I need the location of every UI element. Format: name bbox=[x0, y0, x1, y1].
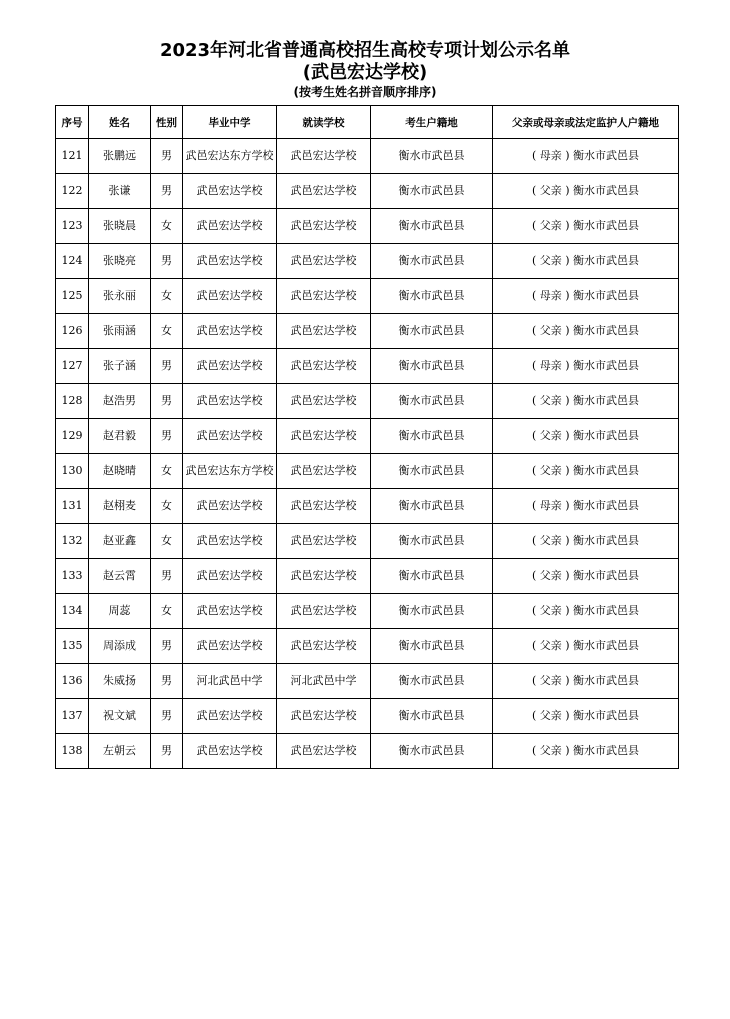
document-title: 2023年河北省普通高校招生高校专项计划公示名单 bbox=[159, 40, 571, 61]
cell-hukou: 衡水市武邑县 bbox=[371, 349, 493, 384]
cell-name: 张子涵 bbox=[89, 349, 151, 384]
cell-hukou: 衡水市武邑县 bbox=[371, 734, 493, 769]
cell-grad-school: 武邑宏达东方学校 bbox=[183, 139, 277, 174]
cell-grad-school: 武邑宏达学校 bbox=[183, 384, 277, 419]
cell-hukou: 衡水市武邑县 bbox=[371, 664, 493, 699]
cell-hukou: 衡水市武邑县 bbox=[371, 384, 493, 419]
header-row bbox=[56, 106, 679, 139]
cell-name: 张鹏远 bbox=[89, 139, 151, 174]
cell-hukou: 衡水市武邑县 bbox=[371, 559, 493, 594]
header-seq: 序号 bbox=[56, 106, 89, 139]
cell-guardian-hukou: ( 父亲 ) 衡水市武邑县 bbox=[493, 454, 679, 489]
cell-gender: 男 bbox=[151, 629, 183, 664]
cell-grad-school: 武邑宏达学校 bbox=[183, 349, 277, 384]
cell-name: 周添成 bbox=[89, 629, 151, 664]
cell-hukou: 衡水市武邑县 bbox=[371, 594, 493, 629]
cell-seq: 129 bbox=[56, 419, 89, 454]
cell-gender: 男 bbox=[151, 139, 183, 174]
cell-grad-school: 武邑宏达学校 bbox=[183, 314, 277, 349]
cell-gender: 男 bbox=[151, 699, 183, 734]
cell-guardian-hukou: ( 父亲 ) 衡水市武邑县 bbox=[493, 664, 679, 699]
cell-gender: 女 bbox=[151, 209, 183, 244]
cell-grad-school: 武邑宏达学校 bbox=[183, 419, 277, 454]
cell-seq: 127 bbox=[56, 349, 89, 384]
cell-gender: 男 bbox=[151, 244, 183, 279]
table-row bbox=[56, 384, 679, 419]
cell-gender: 男 bbox=[151, 419, 183, 454]
cell-name: 朱威扬 bbox=[89, 664, 151, 699]
table-row bbox=[56, 454, 679, 489]
cell-grad-school: 河北武邑中学 bbox=[183, 664, 277, 699]
cell-guardian-hukou: ( 母亲 ) 衡水市武邑县 bbox=[493, 279, 679, 314]
cell-guardian-hukou: ( 父亲 ) 衡水市武邑县 bbox=[493, 559, 679, 594]
cell-grad-school: 武邑宏达学校 bbox=[183, 174, 277, 209]
document-subtitle: (武邑宏达学校) bbox=[302, 62, 428, 83]
cell-guardian-hukou: ( 父亲 ) 衡水市武邑县 bbox=[493, 244, 679, 279]
table-row bbox=[56, 699, 679, 734]
cell-current-school: 武邑宏达学校 bbox=[277, 174, 371, 209]
cell-current-school: 武邑宏达学校 bbox=[277, 734, 371, 769]
cell-current-school: 武邑宏达学校 bbox=[277, 419, 371, 454]
cell-gender: 男 bbox=[151, 384, 183, 419]
cell-current-school: 武邑宏达学校 bbox=[277, 629, 371, 664]
table-row bbox=[56, 244, 679, 279]
cell-current-school: 武邑宏达学校 bbox=[277, 699, 371, 734]
cell-hukou: 衡水市武邑县 bbox=[371, 174, 493, 209]
cell-current-school: 武邑宏达学校 bbox=[277, 139, 371, 174]
table-row bbox=[56, 734, 679, 769]
cell-guardian-hukou: ( 母亲 ) 衡水市武邑县 bbox=[493, 489, 679, 524]
cell-current-school: 武邑宏达学校 bbox=[277, 489, 371, 524]
table-row bbox=[56, 174, 679, 209]
cell-seq: 125 bbox=[56, 279, 89, 314]
cell-seq: 124 bbox=[56, 244, 89, 279]
cell-grad-school: 武邑宏达学校 bbox=[183, 594, 277, 629]
cell-gender: 男 bbox=[151, 559, 183, 594]
table-row bbox=[56, 314, 679, 349]
cell-seq: 134 bbox=[56, 594, 89, 629]
cell-hukou: 衡水市武邑县 bbox=[371, 419, 493, 454]
cell-name: 周蕊 bbox=[89, 594, 151, 629]
cell-seq: 136 bbox=[56, 664, 89, 699]
cell-name: 赵君毅 bbox=[89, 419, 151, 454]
cell-gender: 男 bbox=[151, 349, 183, 384]
cell-gender: 女 bbox=[151, 489, 183, 524]
cell-grad-school: 武邑宏达学校 bbox=[183, 734, 277, 769]
cell-name: 赵栩麦 bbox=[89, 489, 151, 524]
table-row bbox=[56, 559, 679, 594]
cell-name: 赵晓晴 bbox=[89, 454, 151, 489]
table-row bbox=[56, 349, 679, 384]
cell-current-school: 武邑宏达学校 bbox=[277, 209, 371, 244]
table-row bbox=[56, 489, 679, 524]
cell-current-school: 武邑宏达学校 bbox=[277, 594, 371, 629]
cell-grad-school: 武邑宏达学校 bbox=[183, 699, 277, 734]
roster-body bbox=[56, 139, 679, 769]
header-guardian-hukou: 父亲或母亲或法定监护人户籍地 bbox=[493, 106, 679, 139]
header-hukou: 考生户籍地 bbox=[371, 106, 493, 139]
cell-gender: 男 bbox=[151, 174, 183, 209]
cell-name: 张永丽 bbox=[89, 279, 151, 314]
cell-seq: 133 bbox=[56, 559, 89, 594]
cell-guardian-hukou: ( 母亲 ) 衡水市武邑县 bbox=[493, 139, 679, 174]
cell-grad-school: 武邑宏达学校 bbox=[183, 209, 277, 244]
cell-name: 祝文斌 bbox=[89, 699, 151, 734]
header-grad-school: 毕业中学 bbox=[183, 106, 277, 139]
cell-name: 赵浩男 bbox=[89, 384, 151, 419]
cell-guardian-hukou: ( 父亲 ) 衡水市武邑县 bbox=[493, 384, 679, 419]
cell-grad-school: 武邑宏达学校 bbox=[183, 524, 277, 559]
cell-name: 赵亚鑫 bbox=[89, 524, 151, 559]
cell-seq: 130 bbox=[56, 454, 89, 489]
table-row bbox=[56, 139, 679, 174]
cell-name: 张雨涵 bbox=[89, 314, 151, 349]
cell-name: 左朝云 bbox=[89, 734, 151, 769]
cell-guardian-hukou: ( 父亲 ) 衡水市武邑县 bbox=[493, 419, 679, 454]
cell-gender: 女 bbox=[151, 314, 183, 349]
cell-hukou: 衡水市武邑县 bbox=[371, 314, 493, 349]
roster-table bbox=[55, 105, 679, 769]
cell-current-school: 河北武邑中学 bbox=[277, 664, 371, 699]
cell-gender: 女 bbox=[151, 524, 183, 559]
cell-gender: 女 bbox=[151, 279, 183, 314]
cell-grad-school: 武邑宏达学校 bbox=[183, 489, 277, 524]
cell-seq: 135 bbox=[56, 629, 89, 664]
cell-hukou: 衡水市武邑县 bbox=[371, 209, 493, 244]
cell-hukou: 衡水市武邑县 bbox=[371, 699, 493, 734]
cell-seq: 132 bbox=[56, 524, 89, 559]
cell-guardian-hukou: ( 父亲 ) 衡水市武邑县 bbox=[493, 314, 679, 349]
cell-current-school: 武邑宏达学校 bbox=[277, 314, 371, 349]
cell-grad-school: 武邑宏达学校 bbox=[183, 279, 277, 314]
cell-hukou: 衡水市武邑县 bbox=[371, 244, 493, 279]
cell-current-school: 武邑宏达学校 bbox=[277, 524, 371, 559]
cell-gender: 男 bbox=[151, 664, 183, 699]
cell-seq: 138 bbox=[56, 734, 89, 769]
cell-grad-school: 武邑宏达学校 bbox=[183, 629, 277, 664]
cell-seq: 121 bbox=[56, 139, 89, 174]
table-row bbox=[56, 419, 679, 454]
cell-current-school: 武邑宏达学校 bbox=[277, 279, 371, 314]
cell-name: 张谦 bbox=[89, 174, 151, 209]
cell-grad-school: 武邑宏达学校 bbox=[183, 244, 277, 279]
cell-grad-school: 武邑宏达东方学校 bbox=[183, 454, 277, 489]
sort-note: (按考生姓名拼音顺序排序) bbox=[293, 85, 437, 99]
cell-hukou: 衡水市武邑县 bbox=[371, 454, 493, 489]
cell-seq: 123 bbox=[56, 209, 89, 244]
cell-hukou: 衡水市武邑县 bbox=[371, 139, 493, 174]
table-row bbox=[56, 629, 679, 664]
cell-current-school: 武邑宏达学校 bbox=[277, 559, 371, 594]
table-row bbox=[56, 524, 679, 559]
cell-name: 张晓亮 bbox=[89, 244, 151, 279]
table-row bbox=[56, 664, 679, 699]
cell-current-school: 武邑宏达学校 bbox=[277, 384, 371, 419]
cell-guardian-hukou: ( 父亲 ) 衡水市武邑县 bbox=[493, 594, 679, 629]
cell-hukou: 衡水市武邑县 bbox=[371, 489, 493, 524]
cell-guardian-hukou: ( 母亲 ) 衡水市武邑县 bbox=[493, 349, 679, 384]
cell-gender: 女 bbox=[151, 594, 183, 629]
table-row bbox=[56, 594, 679, 629]
cell-gender: 男 bbox=[151, 734, 183, 769]
cell-seq: 122 bbox=[56, 174, 89, 209]
cell-hukou: 衡水市武邑县 bbox=[371, 279, 493, 314]
cell-current-school: 武邑宏达学校 bbox=[277, 244, 371, 279]
cell-gender: 女 bbox=[151, 454, 183, 489]
cell-guardian-hukou: ( 父亲 ) 衡水市武邑县 bbox=[493, 629, 679, 664]
header-gender: 性别 bbox=[151, 106, 183, 139]
cell-guardian-hukou: ( 父亲 ) 衡水市武邑县 bbox=[493, 524, 679, 559]
cell-name: 张晓晨 bbox=[89, 209, 151, 244]
cell-seq: 126 bbox=[56, 314, 89, 349]
cell-guardian-hukou: ( 父亲 ) 衡水市武邑县 bbox=[493, 699, 679, 734]
table-row bbox=[56, 279, 679, 314]
header-name: 姓名 bbox=[89, 106, 151, 139]
cell-seq: 137 bbox=[56, 699, 89, 734]
cell-current-school: 武邑宏达学校 bbox=[277, 454, 371, 489]
table-row bbox=[56, 209, 679, 244]
cell-hukou: 衡水市武邑县 bbox=[371, 524, 493, 559]
cell-current-school: 武邑宏达学校 bbox=[277, 349, 371, 384]
cell-guardian-hukou: ( 父亲 ) 衡水市武邑县 bbox=[493, 734, 679, 769]
cell-hukou: 衡水市武邑县 bbox=[371, 629, 493, 664]
header-current-school: 就读学校 bbox=[277, 106, 371, 139]
cell-grad-school: 武邑宏达学校 bbox=[183, 559, 277, 594]
cell-guardian-hukou: ( 父亲 ) 衡水市武邑县 bbox=[493, 209, 679, 244]
cell-name: 赵云霄 bbox=[89, 559, 151, 594]
cell-seq: 128 bbox=[56, 384, 89, 419]
cell-seq: 131 bbox=[56, 489, 89, 524]
cell-guardian-hukou: ( 父亲 ) 衡水市武邑县 bbox=[493, 174, 679, 209]
